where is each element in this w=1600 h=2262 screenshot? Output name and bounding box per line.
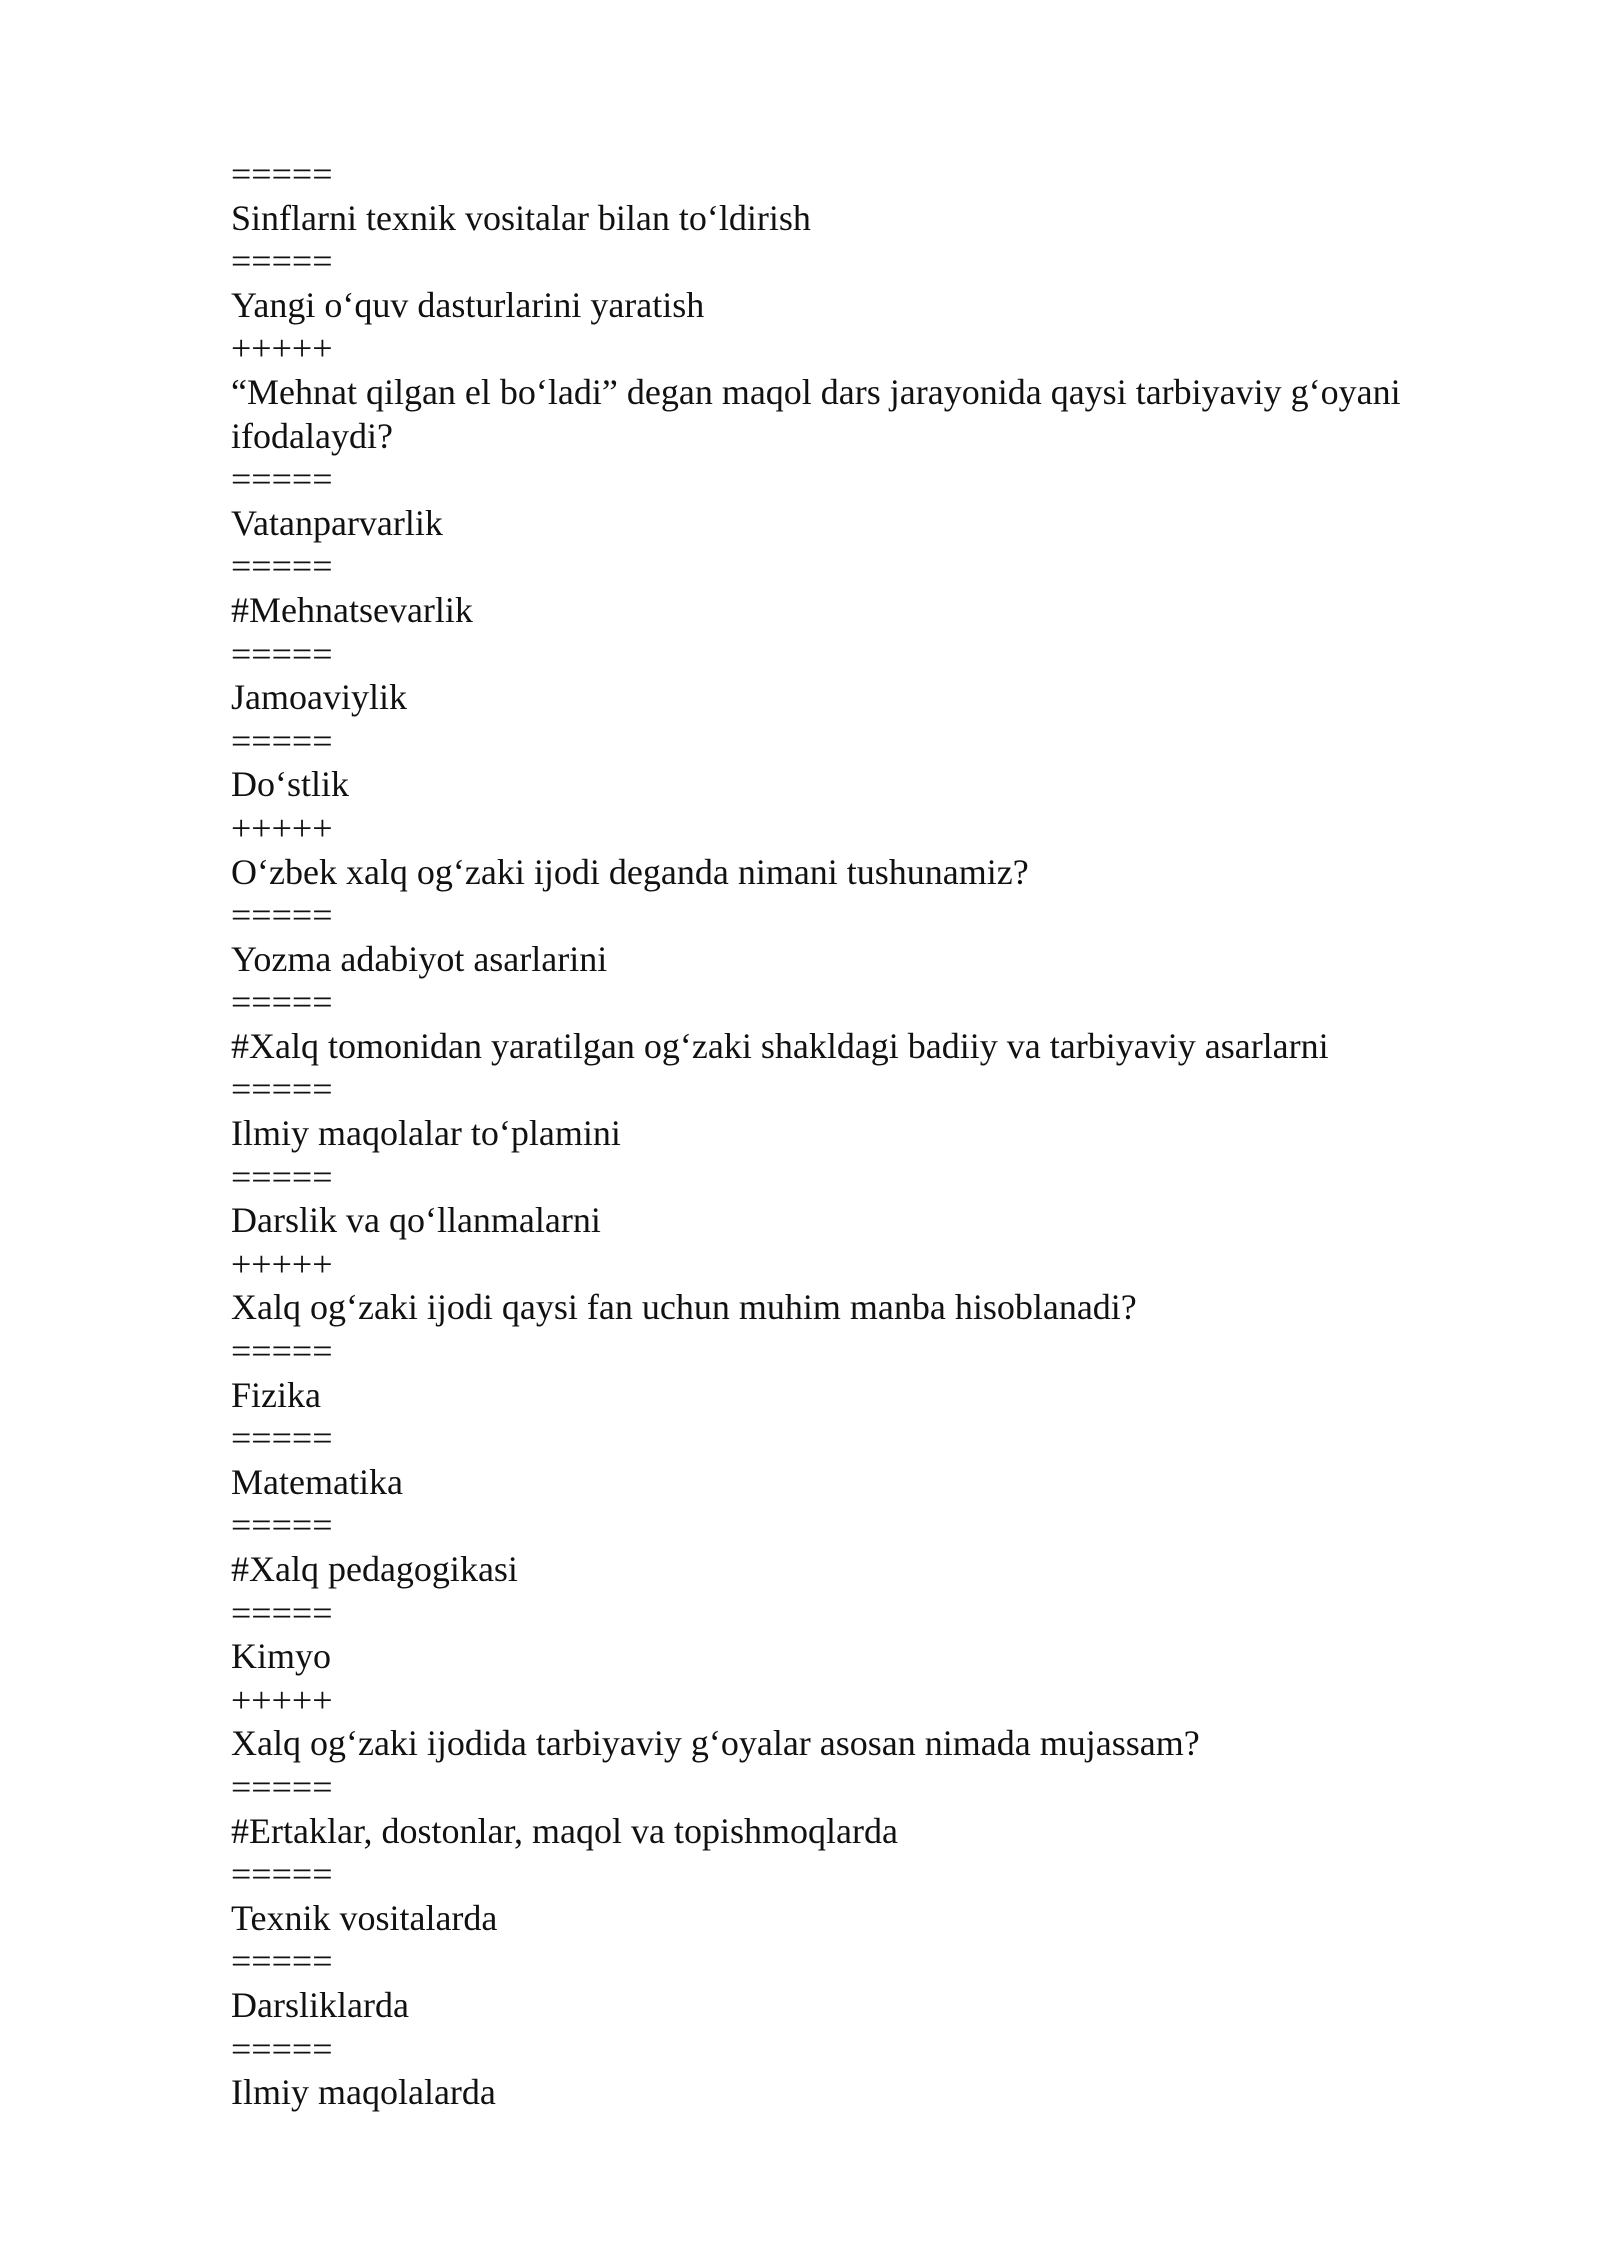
answer-option: Jamoaviylik: [231, 677, 407, 718]
answer-option: Darsliklarda: [231, 1984, 409, 2025]
question-text: Xalq og‘zaki ijodida tarbiyaviy g‘oyalar asosan nimada mujassam?: [231, 1723, 1200, 1764]
question-separator: +++++: [231, 1679, 333, 1720]
answer-option: Texnik vositalarda: [231, 1897, 498, 1938]
answer-separator: =====: [231, 546, 333, 587]
answer-separator: =====: [231, 895, 333, 936]
question-separator: +++++: [231, 328, 333, 369]
document-body: [231, 153, 1471, 2115]
answer-separator: =====: [231, 1156, 333, 1197]
question-text: “Mehnat qilgan el bo‘ladi” degan maqol dars jarayonida qaysi tarbiyaviy g‘oyani ifodalaydi?: [231, 371, 1410, 456]
question-separator: +++++: [231, 807, 333, 848]
correct-answer-option: #Ertaklar, dostonlar, maqol va topishmoqlarda: [231, 1810, 898, 1851]
answer-separator: =====: [231, 633, 333, 674]
answer-option: Vatanparvarlik: [231, 502, 443, 543]
answer-option: Sinflarni texnik vositalar bilan to‘ldirish: [231, 197, 811, 238]
answer-separator: =====: [231, 1331, 333, 1372]
question-text: Xalq og‘zaki ijodi qaysi fan uchun muhim manba hisoblanadi?: [231, 1287, 1137, 1328]
answer-separator: =====: [231, 154, 333, 194]
question-separator: +++++: [231, 1243, 333, 1284]
answer-option: Darslik va qo‘llanmalarni: [231, 1200, 601, 1241]
correct-answer-option: #Xalq pedagogikasi: [231, 1549, 518, 1589]
question-text: O‘zbek xalq og‘zaki ijodi deganda nimani tushunamiz?: [231, 851, 1029, 892]
answer-option: Ilmiy maqolalarda: [231, 2072, 496, 2113]
answer-separator: =====: [231, 1766, 333, 1807]
answer-option: Kimyo: [231, 1636, 332, 1677]
answer-separator: =====: [231, 720, 333, 761]
answer-option: Fizika: [231, 1374, 321, 1415]
answer-separator: =====: [231, 241, 333, 282]
answer-separator: =====: [231, 1854, 333, 1895]
correct-answer-option: #Mehnatsevarlik: [231, 589, 473, 630]
answer-separator: =====: [231, 1941, 333, 1982]
answer-option: Yangi o‘quv dasturlarini yaratish: [231, 284, 705, 325]
answer-separator: =====: [231, 1069, 333, 1110]
answer-separator: =====: [231, 459, 333, 500]
answer-option: Yozma adabiyot asarlarini: [231, 938, 608, 979]
answer-separator: =====: [231, 1505, 333, 1546]
answer-separator: =====: [231, 1592, 333, 1633]
answer-separator: =====: [231, 2028, 333, 2069]
answer-option: Ilmiy maqolalar to‘plamini: [231, 1113, 621, 1154]
answer-option: Do‘stlik: [231, 764, 350, 805]
answer-separator: =====: [231, 982, 333, 1023]
correct-answer-option: #Xalq tomonidan yaratilgan og‘zaki shakldagi badiiy va tarbiyaviy asarlarni: [231, 1025, 1329, 1066]
answer-separator: =====: [231, 1418, 333, 1459]
answer-option: Matematika: [231, 1461, 403, 1502]
